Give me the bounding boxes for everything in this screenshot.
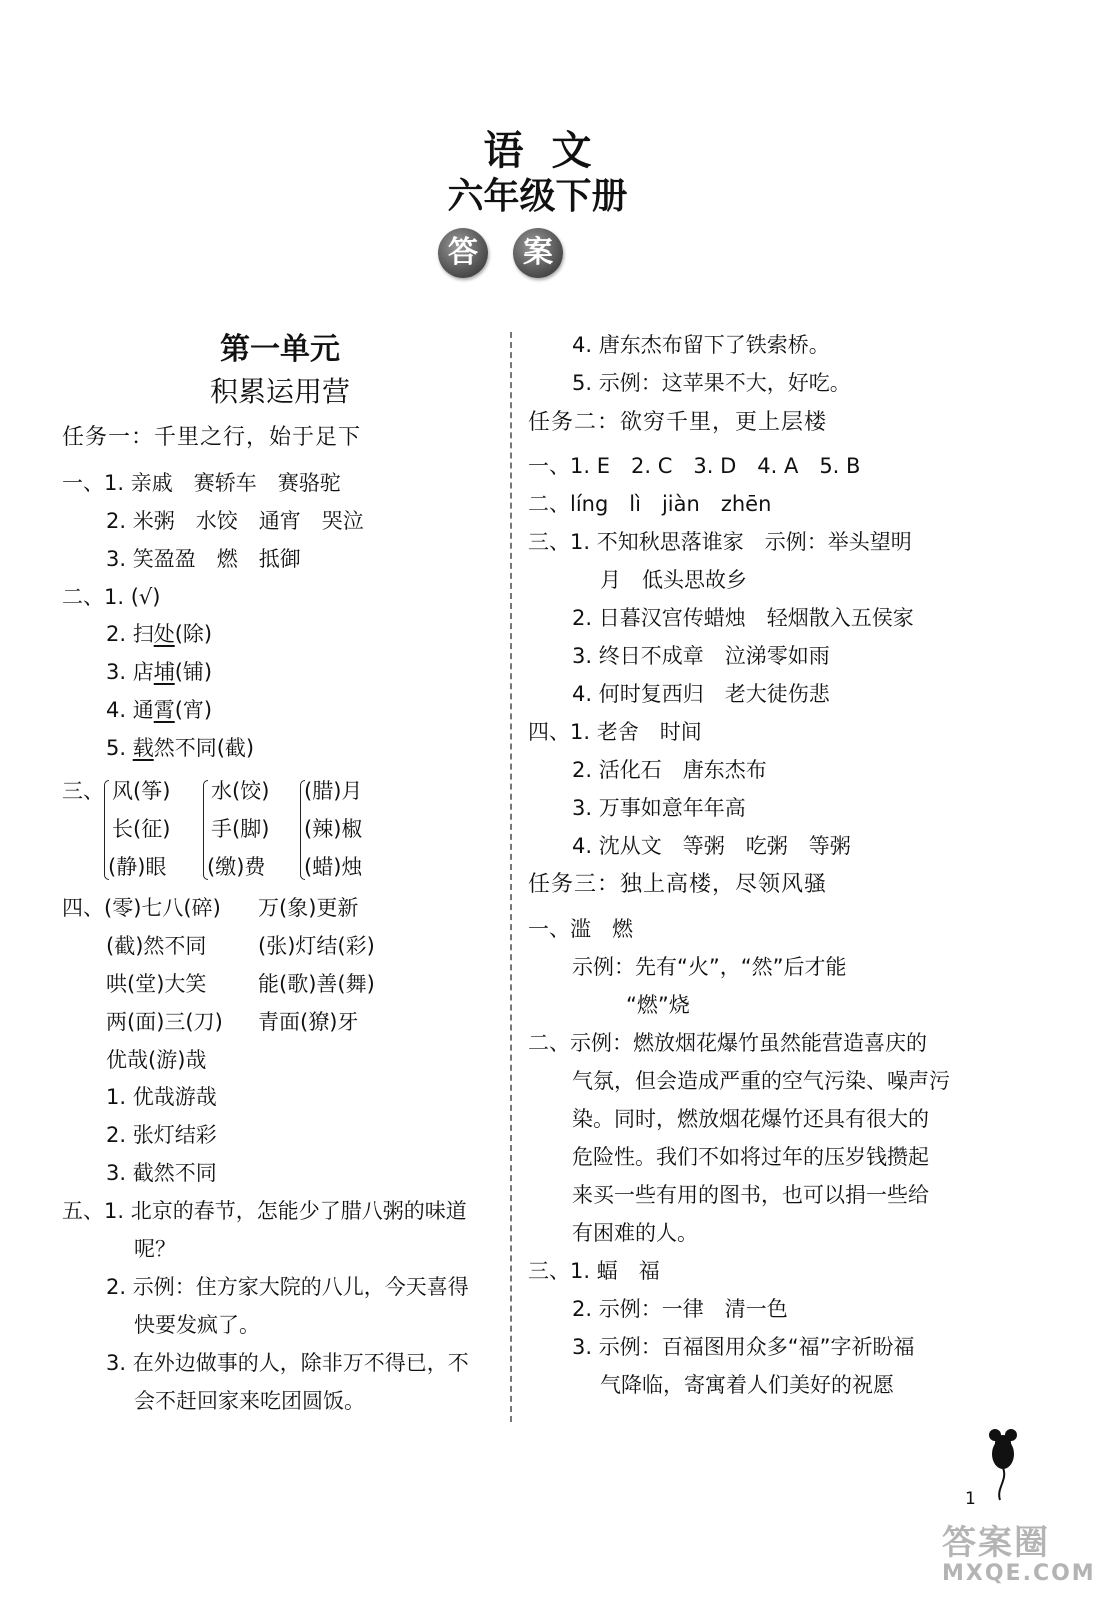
s2-row4: 4. 通霄(宵) [106, 698, 213, 722]
s5-row2: 2. 示例：住方家大院的八儿，今天喜得 [106, 1275, 469, 1299]
s2-row3: 3. 店埔(铺) [106, 660, 213, 684]
s4-row1b: 万(象)更新 [258, 896, 359, 920]
s3-c1-r1: 风(筝) [112, 779, 171, 803]
grade-title: 六年级下册 [447, 176, 628, 217]
s5-row1b: 呢？ [134, 1237, 176, 1261]
t2-s4-4: 4. 沈从文 等粥 吃粥 等粥 [572, 834, 851, 858]
s5-row3: 3. 在外边做事的人，除非万不得已，不 [106, 1351, 469, 1375]
t2-s3-2: 2. 日暮汉宫传蜡烛 轻烟散入五侯家 [572, 606, 914, 630]
s2-row2: 2. 扫处(除) [106, 622, 213, 646]
watermark-logo: 答案圈 [942, 1523, 1050, 1563]
s3-c3-r2: (辣)椒 [304, 817, 363, 841]
task-heading-1: 任务一：千里之行，始于足下 [62, 425, 362, 450]
s1-row3: 3. 笑盈盈 燃 抵御 [106, 547, 301, 571]
t2-s4-1: 四、1. 老舍 时间 [528, 720, 702, 744]
t2-s4-3: 3. 万事如意年年高 [572, 796, 746, 820]
s3-c1-r2: 长(征) [112, 817, 171, 841]
t3-s2-line3: 染。同时，燃放烟花爆竹还具有很大的 [572, 1107, 929, 1131]
s4-row2b: (张)灯结(彩) [258, 934, 375, 958]
s4-row3a: 哄(堂)大笑 [106, 972, 207, 996]
t2-s3-4: 4. 何时复西归 老大徒伤悲 [572, 682, 830, 706]
s4-row3b: 能(歌)善(舞) [258, 972, 375, 996]
t3-s2-line5: 来买一些有用的图书，也可以捐一些给 [572, 1183, 929, 1207]
task-heading-3: 任务三：独上高楼，尽领风骚 [528, 872, 828, 897]
t3-s2-line6: 有困难的人。 [572, 1221, 698, 1245]
t2-s3-1: 三、1. 不知秋思落谁家 示例：举头望明 [528, 530, 912, 554]
t3-s2-line2: 气氛，但会造成严重的空气污染、噪声污 [572, 1069, 950, 1093]
s4-num3: 3. 截然不同 [106, 1161, 217, 1185]
s4-num1: 1. 优哉游哉 [106, 1085, 217, 1109]
s3-c3-r1: (腊)月 [304, 779, 363, 803]
mouse-decoration-icon [978, 1418, 1028, 1508]
s3-c3-r3: (蜡)烛 [304, 855, 363, 879]
s5-row2b: 快要发疯了。 [134, 1313, 260, 1337]
s4-num2: 2. 张灯结彩 [106, 1123, 217, 1147]
t2-s3-3: 3. 终日不成章 泣涕零如雨 [572, 644, 830, 668]
s3-c2-r2: 手(脚) [211, 817, 270, 841]
t3-s3-2: 2. 示例：一律 清一色 [572, 1297, 788, 1321]
page-number: 1 [965, 1489, 976, 1509]
s3-c1-r3: (静)眼 [108, 855, 167, 879]
t2-s4-2: 2. 活化石 唐东杰布 [572, 758, 767, 782]
s4-row4a: 两(面)三(刀) [106, 1010, 223, 1034]
task-heading-2: 任务二：欲穷千里，更上层楼 [528, 410, 828, 435]
s3-c2-r3: (缴)费 [207, 855, 266, 879]
unit-title: 第一单元 [220, 332, 340, 367]
t2-s2: 二、líng lì jiàn zhēn [528, 492, 772, 516]
r-top5: 5. 示例：这苹果不大，好吃。 [572, 371, 851, 395]
t3-s2-line1: 二、示例：燃放烟花爆竹虽然能营造喜庆的 [528, 1031, 927, 1055]
t2-s3-1b: 月 低头思故乡 [600, 568, 747, 592]
s3-c2-r1: 水(饺) [211, 779, 270, 803]
s2-row1: 二、1. (√) [62, 585, 161, 609]
s2-row5: 5. 载然不同(截) [106, 736, 255, 760]
subject-title: 语文 [483, 128, 620, 174]
t3-s3-3b: 气降临，寄寓着人们美好的祝愿 [600, 1373, 894, 1397]
s1-row2: 2. 米粥 水饺 通宵 哭泣 [106, 509, 364, 533]
s4-row2a: (截)然不同 [106, 934, 207, 958]
r-top4: 4. 唐东杰布留下了铁索桥。 [572, 333, 830, 357]
s5-row3b: 会不赶回家来吃团圆饭。 [134, 1389, 365, 1413]
t3-s2-line4: 危险性。我们不如将过年的压岁钱攒起 [572, 1145, 929, 1169]
t3-s3-1: 三、1. 蝠 福 [528, 1259, 660, 1283]
t3-s1: 一、滥 燃 [528, 917, 633, 941]
s4-row4b: 青面(獠)牙 [258, 1010, 359, 1034]
s4-row5: 优哉(游)哉 [106, 1048, 207, 1072]
s1-row1: 一、1. 亲戚 赛轿车 赛骆驼 [62, 471, 341, 495]
s3-label: 三、 [62, 779, 104, 803]
unit-subtitle: 积累运用营 [209, 375, 350, 408]
s4-row1a: 四、(零)七八(碎) [62, 896, 221, 920]
s5-row1: 五、1. 北京的春节，怎能少了腊八粥的味道 [62, 1199, 467, 1223]
answer-badge-1: 答 [438, 228, 488, 278]
t2-s1: 一、1. E 2. C 3. D 4. A 5. B [528, 454, 861, 478]
t3-s1c: “燃”烧 [626, 993, 690, 1017]
answer-badge-2: 案 [513, 228, 563, 278]
t3-s3-3: 3. 示例：百福图用众多“福”字祈盼福 [572, 1335, 915, 1359]
watermark-url: MXQE.COM [942, 1561, 1096, 1586]
t3-s1b: 示例：先有“火”，“然”后才能 [572, 955, 847, 979]
column-divider [510, 332, 512, 1422]
